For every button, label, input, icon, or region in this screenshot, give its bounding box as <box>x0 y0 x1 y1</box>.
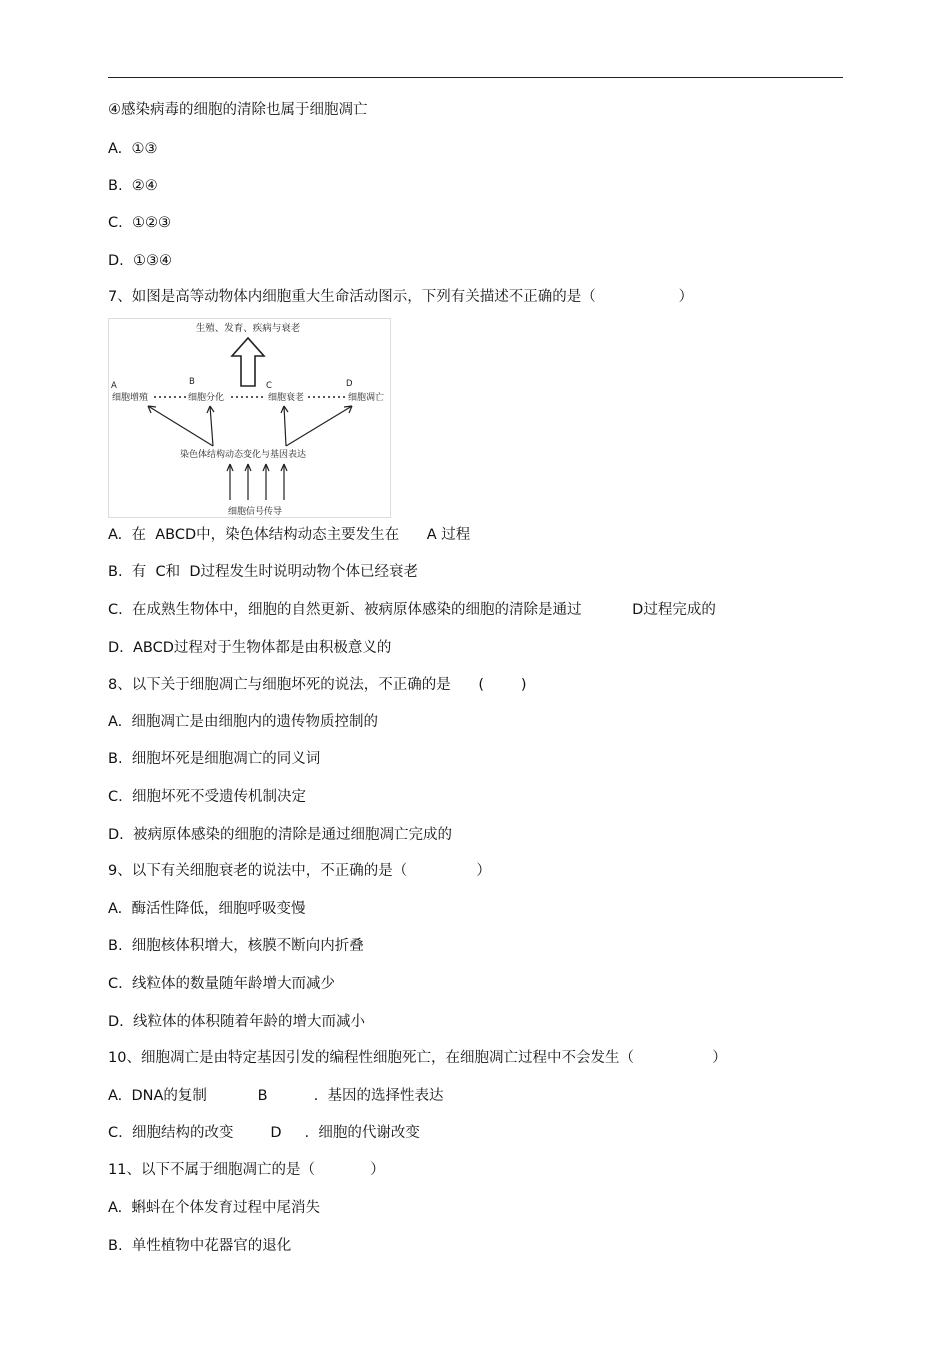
question-stem: 7、如图是高等动物体内细胞重大生命活动图示，下列有关描述不正确的是（ ） <box>108 289 694 305</box>
option-line: D. 被病原体感染的细胞的清除是通过细胞凋亡完成的 <box>108 827 452 843</box>
diagram-svg <box>108 318 391 518</box>
text-line: ④感染病毒的细胞的清除也属于细胞凋亡 <box>108 102 368 118</box>
option-line: D. ABCD过程对于生物体都是由积极意义的 <box>108 640 392 656</box>
signal-arrows <box>227 464 287 500</box>
diagram-node-differentiation: 细胞分化 <box>188 393 225 403</box>
option-line: C. 细胞结构的改变 D . 细胞的代谢改变 <box>108 1125 420 1141</box>
diagram-letter-d: D <box>346 379 353 389</box>
diagram-bottom-label: 细胞信号传导 <box>228 507 283 517</box>
header-rule <box>108 77 843 78</box>
diagram-node-proliferation: 细胞增殖 <box>112 393 149 403</box>
option-line: B. ②④ <box>108 178 158 194</box>
option-line: C. 在成熟生物体中，细胞的自然更新、被病原体感染的细胞的清除是通过 D过程完成的 <box>108 602 716 618</box>
cell-life-activity-diagram <box>108 318 391 518</box>
diagram-letter-b: B <box>189 377 195 387</box>
option-line: B. 细胞核体积增大，核膜不断向内折叠 <box>108 938 364 954</box>
question-stem: 9、以下有关细胞衰老的说法中，不正确的是（ ） <box>108 863 491 879</box>
option-line: A. ①③ <box>108 141 158 157</box>
option-line: A. 在 ABCD中，染色体结构动态主要发生在 A 过程 <box>108 527 471 543</box>
option-line: B. 细胞坏死是细胞凋亡的同义词 <box>108 751 321 767</box>
option-line: A. 酶活性降低，细胞呼吸变慢 <box>108 901 306 917</box>
diagram-top-label: 生殖、发育、疾病与衰老 <box>195 323 301 334</box>
question-stem: 11、以下不属于细胞凋亡的是（ ） <box>108 1162 385 1178</box>
option-line: B. 有 C和 D过程发生时说明动物个体已经衰老 <box>108 564 418 580</box>
fan-arrows <box>148 406 352 446</box>
option-line: A. 细胞凋亡是由细胞内的遗传物质控制的 <box>108 714 378 730</box>
diagram-node-aging: 细胞衰老 <box>268 393 305 403</box>
option-line: B. 单性植物中花器官的退化 <box>108 1238 292 1254</box>
option-line: C. ①②③ <box>108 215 171 231</box>
diagram-node-apoptosis: 细胞凋亡 <box>348 393 385 403</box>
option-line: C. 线粒体的数量随年龄增大而减少 <box>108 976 335 992</box>
option-line: C. 细胞坏死不受遗传机制决定 <box>108 789 306 805</box>
up-arrow-icon <box>232 338 264 386</box>
diagram-letter-c: C <box>266 381 272 391</box>
option-line: A. 蝌蚪在个体发育过程中尾消失 <box>108 1200 320 1216</box>
option-line: D. 线粒体的体积随着年龄的增大而减小 <box>108 1014 365 1030</box>
diagram-center-label: 染色体结构动态变化与基因表达 <box>180 450 307 460</box>
question-stem: 10、细胞凋亡是由特定基因引发的编程性细胞死亡，在细胞凋亡过程中不会发生（ ） <box>108 1050 727 1066</box>
diagram-letter-a: A <box>111 381 117 391</box>
option-line: D. ①③④ <box>108 253 172 269</box>
option-line: A. DNA的复制 B . 基因的选择性表达 <box>108 1088 444 1104</box>
question-stem: 8、以下关于细胞凋亡与细胞坏死的说法，不正确的是 ( ) <box>108 677 527 693</box>
